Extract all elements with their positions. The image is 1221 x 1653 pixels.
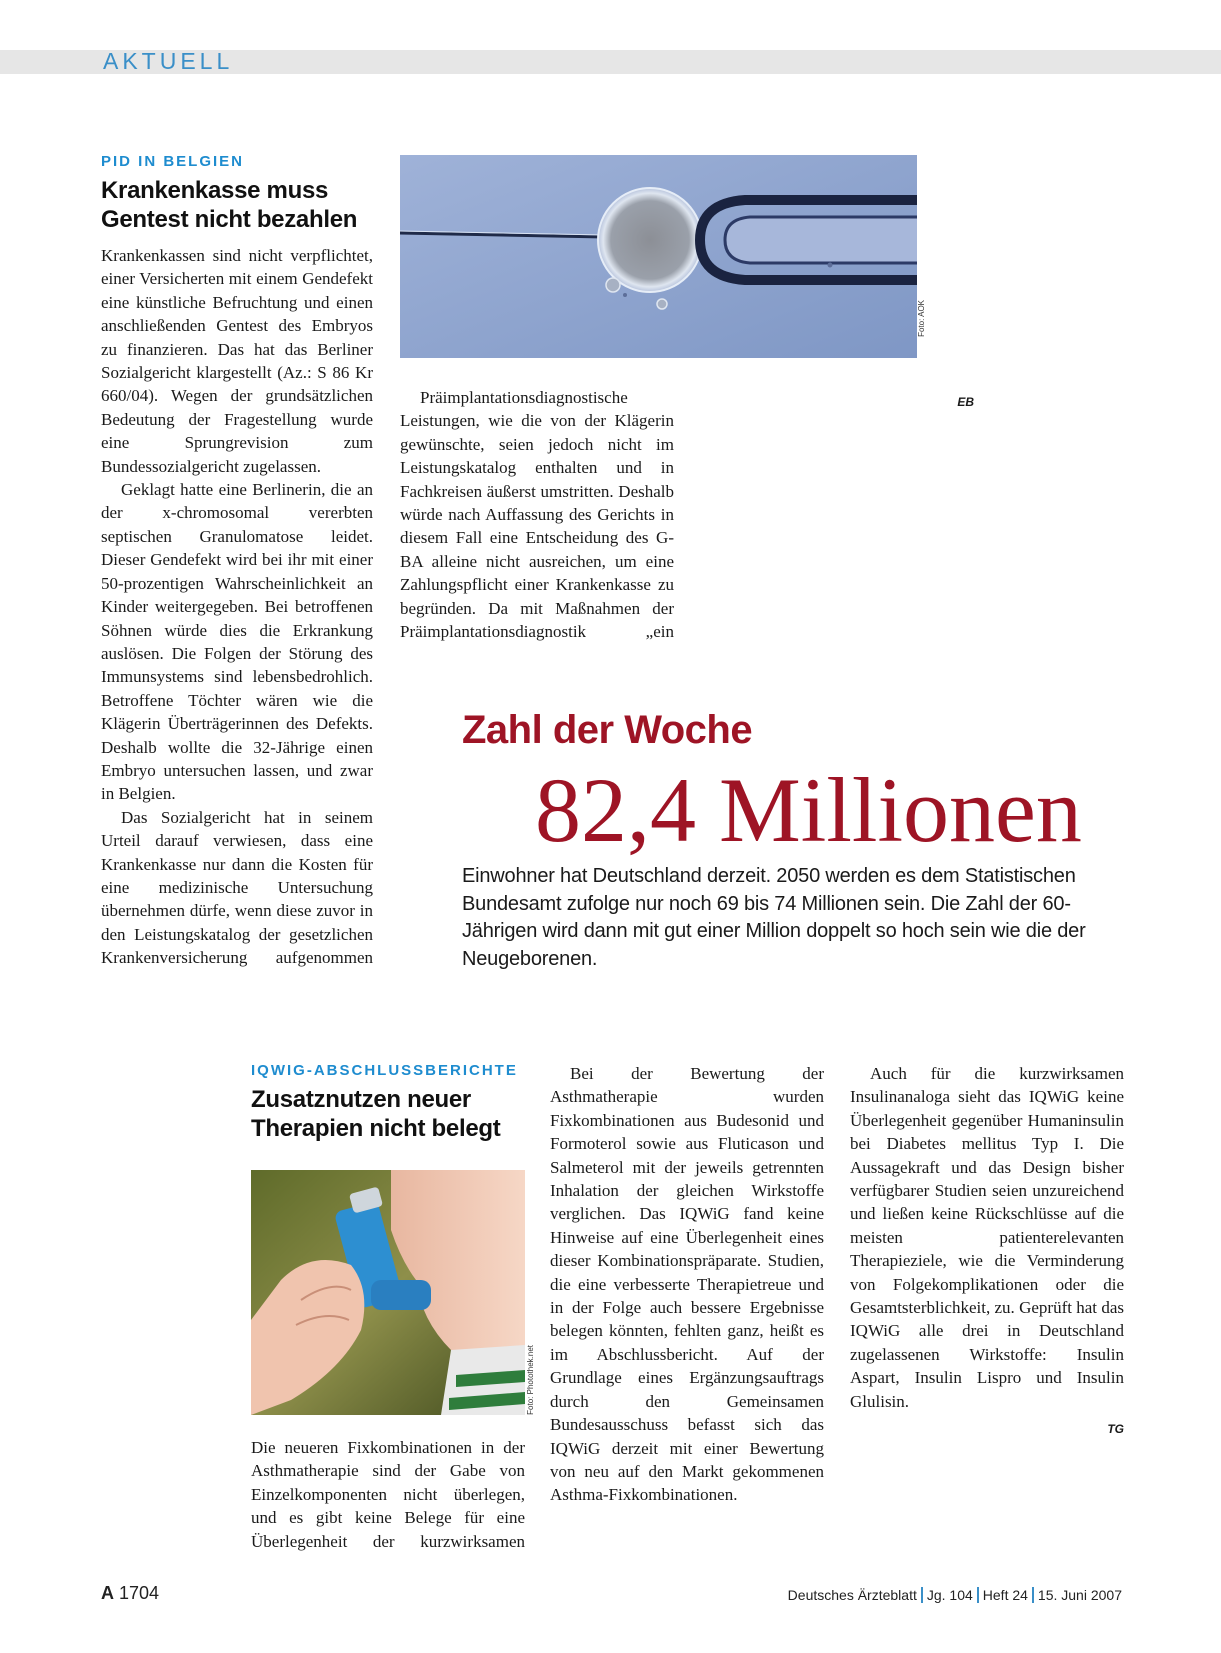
article2-paragraph: Auch für die kurzwirksamen Insulinanaloga sieht das IQWiG keine Überlegenheit gegenüber Humaninsulin bei Diabetes mellitus Typ I. Die Aussagekraft und das Design bisher verfügbarer Studien seien unzureichend und ließen keine Rückschlüsse auf die meisten patienterelevanten Therapieziele, wie die Verminderung von Folgekomplikationen oder die Gesamtsterblichkeit, zu. Geprüft hat das IQWiG alle drei in Deutschland zugelassenen Wirkstoffe: Insulin Aspart, Insulin Lispro und Insulin Glulisin. xyxy=(850,1064,1124,1411)
page-number-value: 1704 xyxy=(119,1583,160,1603)
journal-name: Deutsches Ärzteblatt xyxy=(787,1587,917,1603)
article1-signature: EB xyxy=(957,395,974,409)
journal-footer xyxy=(788,1587,1122,1603)
page-prefix: A xyxy=(101,1583,114,1603)
ivf-microscopy-illustration xyxy=(400,155,917,358)
article1-column-2 xyxy=(400,386,674,644)
article2-column-1 xyxy=(251,1436,525,1554)
inhaler-photo xyxy=(251,1170,525,1415)
zahl-der-woche-title: Zahl der Woche xyxy=(462,708,753,752)
article2-kicker: IQWIG-ABSCHLUSSBERICHTE xyxy=(251,1062,518,1079)
inhaler-illustration xyxy=(251,1170,525,1415)
article1-column-1 xyxy=(101,244,373,972)
divider xyxy=(921,1587,923,1603)
article1-paragraph: Das Sozialgericht hat in seinem Urteil darauf verwiesen, dass eine Krankenkasse nur dann die Kosten für eine medizinische Untersuchung übernehmen dürfe, wenn diese zuvor in den Leistungskatalog der gesetzlichen Krankenversicherung aufgenommen xyxy=(101,807,373,968)
article1-paragraph: Präimplantationsdiagnostische Leistungen, wie die von der Klägerin gewünschte, seien jedoch nicht im Leistungskatalog enthalten und in Fachkreisen äußerst umstritten. Deshalb würde nach Auffassung des Gerichts in diesem Fall eine Entscheidung des G-BA alleine nicht ausreichen, um eine Zahlungspflicht einer Krankenkasse zu begründen. Da mit Maßnahmen der Präimplantationsdiagnostik „ein xyxy=(400,388,674,642)
journal-issue: Heft 24 xyxy=(982,1587,1028,1603)
journal-date: 15. Juni 2007 xyxy=(1037,1587,1122,1603)
article1-headline: Krankenkasse muss Gentest nicht bezahlen xyxy=(101,177,358,233)
article2-paragraph: Die neueren Fixkombinationen in der Asthmatherapie sind der Gabe von Einzelkomponenten nicht überlegen, und es gibt keine Belege für eine Überlegenheit der kurzwirksamen xyxy=(251,1438,525,1551)
article2-paragraph: Bei der Bewertung der Asthmatherapie wurden Fixkombinationen aus Budesonid und Formoterol sowie aus Fluticason und Salmeterol mit der jeweils getrennten Inhalation der gleichen Wirkstoffe verglichen. Das IQWiG fand keine Hinweise auf eine Überlegenheit eines dieser Kombinationspräparate. Studien, die eine verbesserte Therapietreue und in der Folge auch bessere Ergebnisse belegen könnten, fehlten ganz, heißt es im Abschlussbericht. Auf der Grundlage eines Ergänzungsauftrags durch den Gemeinsamen Bundesausschuss befasst sich das IQWiG derzeit mit einer Bewertung von neu auf den Markt gekommenen Asthma-Fixkombinationen. xyxy=(550,1064,824,1505)
article2-photo-credit: Foto: Photothek.net xyxy=(526,1345,535,1415)
article1-column-3 xyxy=(700,386,974,644)
article1-paragraph: Geklagt hatte eine Berlinerin, die an der x-chromosomal vererbten septischen Granulomatose leidet. Dieser Gendefekt wird bei ihr mit einer 50-prozentigen Wahrscheinlichkeit an Kinder weitergegeben. Bei betroffenen Söhnen würde dies die Erkrankung auslösen. Die Folgen der Störung des Immunsystems sind lebensbedrohlich. Betroffene Töchter wären wie die Klägerin Überträgerinnen des Defekts. Deshalb wollte die 32-Jährige einen Embryo untersuchen lassen, und zwar in Belgien. xyxy=(101,480,373,804)
journal-volume: Jg. 104 xyxy=(926,1587,973,1603)
article2-headline: Zusatznutzen neuer Therapien nicht belegt xyxy=(251,1086,501,1142)
article1-kicker: PID IN BELGIEN xyxy=(101,153,245,170)
page-number xyxy=(101,1583,159,1604)
divider xyxy=(977,1587,979,1603)
article1-paragraph: Krankenkassen sind nicht verpflichtet, einer Versicherten mit einem Gendefekt eine künstliche Befruchtung und einen anschließenden Gentest des Embryos zu finanzieren. Das hat das Berliner Sozialgericht klargestellt (Az.: S 86 Kr 660/04). Wegen der grundsätzlichen Bedeutung der Fragestellung wurde eine Sprungrevision zum Bundessozialgericht zugelassen. xyxy=(101,246,373,476)
section-label: AKTUELL xyxy=(103,48,234,74)
divider xyxy=(1032,1587,1034,1603)
zahl-der-woche-text: Einwohner hat Deutschland derzeit. 2050 werden es dem Statistischen Bundesamt zufolge nur noch 69 bis 74 Millionen sein. Die Zahl der 60-Jährigen wird dann mit gut einer Million doppelt so hoch sein wie die der Neugeborenen. xyxy=(462,865,1086,970)
article1-photo-credit: Foto: AOK xyxy=(917,300,926,337)
article2-column-2 xyxy=(550,1062,824,1554)
article2-column-3 xyxy=(850,1062,1124,1554)
article2-signature: TG xyxy=(1107,1422,1124,1437)
ivf-microscopy-photo xyxy=(400,155,917,358)
zahl-der-woche-number: 82,4 Millionen xyxy=(535,759,1082,861)
